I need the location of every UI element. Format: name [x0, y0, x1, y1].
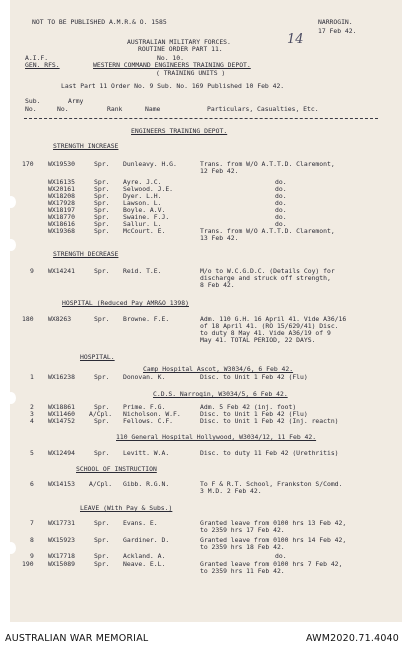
rank: Spr. — [94, 185, 110, 193]
heading-hospital-reduced-pay: HOSPITAL (Reduced Pay AMR&O 1398) — [62, 299, 189, 307]
particulars: do. — [275, 199, 287, 207]
particulars: 12 Feb 42. — [200, 167, 239, 175]
particulars: To F & R.T. School, Frankston S/Comd. — [200, 480, 343, 488]
sub-number: 170 — [22, 160, 34, 168]
army-number: WX18861 — [48, 403, 75, 411]
soldier-name: Swaine. F.J. — [123, 213, 170, 221]
rank: Spr. — [94, 206, 110, 214]
army-number: WX18197 — [48, 206, 75, 214]
rank: A/Cpl. — [89, 410, 113, 418]
army-number: WX14153 — [48, 480, 75, 488]
particulars: of 18 April 41. (RO 15/629/41) Disc. — [200, 322, 339, 330]
soldier-name: Gardiner. D. — [123, 536, 170, 544]
rank: Spr. — [94, 552, 110, 560]
particulars: Disc. to Unit 1 Feb 42 (Flu) — [200, 410, 308, 418]
soldier-name: Ayre. J.C. — [123, 178, 162, 186]
sub-number: 1 — [30, 373, 34, 381]
archive-name: AUSTRALIAN WAR MEMORIAL — [5, 633, 149, 644]
sub-number: 190 — [22, 560, 34, 568]
document-page — [10, 0, 402, 622]
rank: Spr. — [94, 417, 110, 425]
heading-camp-hospital: Camp Hospital Ascot, W3034/6, 6 Feb 42. — [143, 365, 294, 373]
rank: Spr. — [94, 160, 110, 168]
soldier-name: Fellows. C.F. — [123, 417, 174, 425]
soldier-name: Dunleavy. H.G. — [123, 160, 177, 168]
column-army-no: No. — [57, 105, 69, 113]
column-name: Name — [145, 105, 161, 113]
sub-number: 5 — [30, 449, 34, 457]
gen-rfs-label: GEN. RFS. — [25, 61, 60, 69]
army-number: WX20161 — [48, 185, 75, 193]
rank: Spr. — [94, 227, 110, 235]
rank: Spr. — [94, 536, 110, 544]
sub-number: 7 — [30, 519, 34, 527]
particulars: do. — [275, 220, 287, 228]
sub-number: 4 — [30, 417, 34, 425]
sub-number: 8 — [30, 536, 34, 544]
army-number: WX18208 — [48, 192, 75, 200]
army-number: WX11460 — [48, 410, 75, 418]
rank: Spr. — [94, 267, 110, 275]
rank: Spr. — [94, 449, 110, 457]
soldier-name: Nicholson. W.F. — [123, 410, 181, 418]
particulars: do. — [275, 192, 287, 200]
soldier-name: Evans. E. — [123, 519, 158, 527]
particulars: Granted leave from 0100 hrs 7 Feb 42, — [200, 560, 343, 568]
forces-title: AUSTRALIAN MILITARY FORCES. — [127, 38, 231, 46]
particulars: 13 Feb 42. — [200, 234, 239, 242]
rank: Spr. — [94, 519, 110, 527]
heading-school-of-instruction: SCHOOL OF INSTRUCTION — [76, 465, 157, 473]
column-sub: Sub. — [25, 97, 41, 105]
aif-label: A.I.F. — [25, 54, 49, 62]
soldier-name: Ackland. A. — [123, 552, 166, 560]
rank: Spr. — [94, 199, 110, 207]
particulars: Trans. from W/O A.T.T.D. Claremont, — [200, 160, 335, 168]
rank: Spr. — [94, 213, 110, 221]
particulars: do. — [275, 552, 287, 560]
soldier-name: Reid. T.E. — [123, 267, 162, 275]
last-part-reference: Last Part 11 Order No. 9 Sub. No. 169 Published 10 Feb 42. — [61, 82, 285, 90]
army-number: WX18616 — [48, 220, 75, 228]
column-army: Army — [68, 97, 84, 105]
rank: Spr. — [94, 560, 110, 568]
sub-number: 2 — [30, 403, 34, 411]
soldier-name: Gibb. R.G.N. — [123, 480, 170, 488]
rank: A/Cpl. — [89, 480, 113, 488]
order-date: 17 Feb 42. — [318, 27, 357, 35]
particulars: May 41. TOTAL PERIOD, 22 DAYS. — [200, 336, 316, 344]
archive-reference: AWM2020.71.4040 — [306, 633, 400, 644]
army-number: WX15089 — [48, 560, 75, 568]
soldier-name: Selwood. J.E. — [123, 185, 174, 193]
section-title: ENGINEERS TRAINING DEPOT. — [131, 127, 228, 135]
heading-strength-increase: STRENGTH INCREASE — [53, 142, 119, 150]
particulars: Adm. 110 G.H. 16 April 41. Vide A36/16 — [200, 315, 347, 323]
rank: Spr. — [94, 403, 110, 411]
rank: Spr. — [94, 178, 110, 186]
army-number: WX16135 — [48, 178, 75, 186]
heading-general-hospital: 110 General Hospital Hollywood, W3034/12, 11 Feb 42. — [116, 433, 317, 441]
archive-footer — [0, 622, 408, 653]
sub-number: 180 — [22, 315, 34, 323]
punch-hole — [10, 542, 16, 554]
handwritten-number: 14 — [287, 32, 304, 47]
soldier-name: Sallur. L. — [123, 220, 162, 228]
heading-strength-decrease: STRENGTH DECREASE — [53, 250, 119, 258]
depot-title: WESTERN COMMAND ENGINEERS TRAINING DEPOT. — [93, 61, 251, 69]
heading-leave: LEAVE (With Pay & Subs.) — [80, 504, 173, 512]
location: NARROGIN. — [318, 18, 353, 26]
soldier-name: Dyer. L.H. — [123, 192, 162, 200]
sub-number: 9 — [30, 552, 34, 560]
army-number: WX15923 — [48, 536, 75, 544]
particulars: Granted leave from 0100 hrs 13 Feb 42, — [200, 519, 347, 527]
particulars: Disc. to Unit 1 Feb 42 (Flu) — [200, 373, 308, 381]
training-units: ( TRAINING UNITS ) — [156, 69, 226, 77]
particulars: discharge and struck off strength, — [200, 274, 331, 282]
heading-hospital: HOSPITAL. — [80, 353, 115, 361]
heading-cds-narrogin: C.D.S. Narrogin, W3034/5, 6 Feb 42. — [153, 390, 288, 398]
punch-hole — [10, 239, 16, 251]
rank: Spr. — [94, 220, 110, 228]
particulars: 8 Feb 42. — [200, 281, 235, 289]
army-number: WX17718 — [48, 552, 75, 560]
sub-number: 3 — [30, 410, 34, 418]
column-sub-no: No. — [25, 105, 37, 113]
sub-number: 9 — [30, 267, 34, 275]
sub-number: 6 — [30, 480, 34, 488]
army-number: WX18770 — [48, 213, 75, 221]
particulars: to 2359 hrs 17 Feb 42. — [200, 526, 285, 534]
soldier-name: Donovan. K. — [123, 373, 166, 381]
order-number: No. 10. — [157, 54, 184, 62]
particulars: to 2359 hrs 18 Feb 42. — [200, 543, 285, 551]
particulars: Adm. 5 Feb 42 (inj. foot) — [200, 403, 297, 411]
particulars: do. — [275, 213, 287, 221]
particulars: do. — [275, 206, 287, 214]
particulars: do. — [275, 185, 287, 193]
army-number: WX8263 — [48, 315, 72, 323]
particulars: Disc. to Unit 1 Feb 42 (Inj. reactn) — [200, 417, 339, 425]
soldier-name: Browne. F.E. — [123, 315, 170, 323]
header-divider — [24, 118, 378, 119]
column-rank: Rank — [107, 105, 123, 113]
soldier-name: McCourt. E. — [123, 227, 166, 235]
rank: Spr. — [94, 315, 110, 323]
army-number: WX17731 — [48, 519, 75, 527]
army-number: WX19368 — [48, 227, 75, 235]
punch-hole — [10, 196, 16, 208]
soldier-name: Lawson. L. — [123, 199, 162, 207]
army-number: WX12494 — [48, 449, 75, 457]
army-number: WX16238 — [48, 373, 75, 381]
particulars: do. — [275, 178, 287, 186]
column-particulars: Particulars, Casualties, Etc. — [207, 105, 319, 113]
particulars: to duty 8 May 41. Vide A36/19 of 9 — [200, 329, 331, 337]
publication-notice: NOT TO BE PUBLISHED A.M.R.& O. 1585 — [32, 18, 167, 26]
army-number: WX17928 — [48, 199, 75, 207]
rank: Spr. — [94, 192, 110, 200]
particulars: Granted leave from 0100 hrs 14 Feb 42, — [200, 536, 347, 544]
particulars: Trans. from W/O A.T.T.D. Claremont, — [200, 227, 335, 235]
soldier-name: Prime. F.G. — [123, 403, 166, 411]
soldier-name: Neave. E.L. — [123, 560, 166, 568]
army-number: WX19530 — [48, 160, 75, 168]
rank: Spr. — [94, 373, 110, 381]
particulars: M/o to W.C.G.D.C. (Details Coy) for — [200, 267, 335, 275]
soldier-name: Levitt. W.A. — [123, 449, 170, 457]
particulars: to 2359 hrs 11 Feb 42. — [200, 567, 285, 575]
particulars: 3 M.D. 2 Feb 42. — [200, 487, 262, 495]
routine-order-title: ROUTINE ORDER PART 11. — [138, 45, 223, 53]
army-number: WX14241 — [48, 267, 75, 275]
punch-hole — [10, 392, 16, 404]
army-number: WX14752 — [48, 417, 75, 425]
soldier-name: Boyle. A.V. — [123, 206, 166, 214]
particulars: Disc. to duty 11 Feb 42 (Urethritis) — [200, 449, 339, 457]
